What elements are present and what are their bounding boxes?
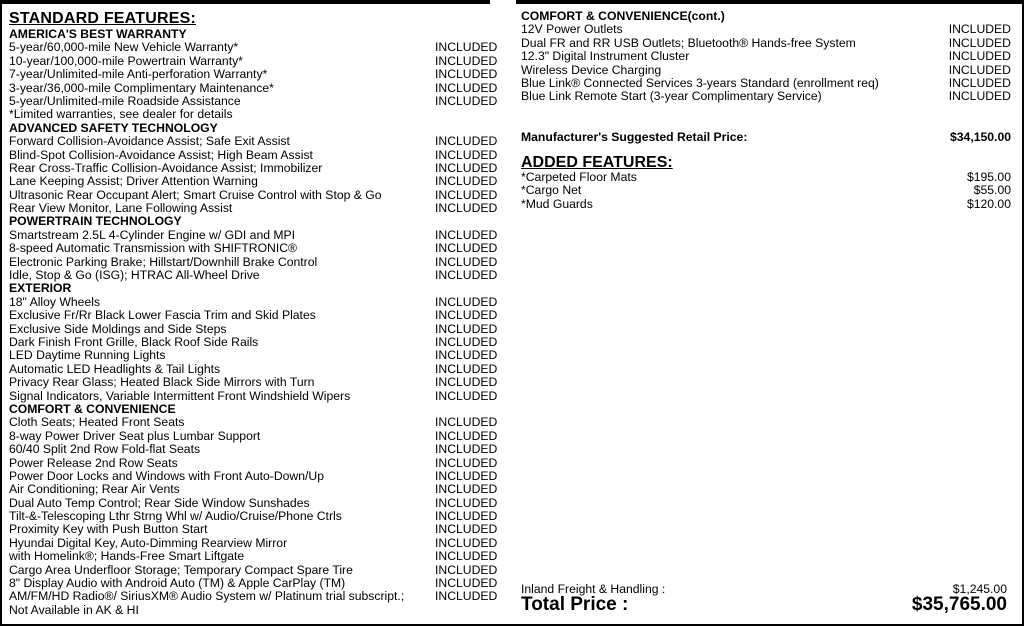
- feature-value: INCLUDED: [948, 22, 1011, 37]
- feature-label: Power Release 2nd Row Seats: [9, 455, 178, 470]
- feature-value: INCLUDED: [435, 562, 498, 577]
- feature-row: [521, 23, 1013, 36]
- feature-value: INCLUDED: [435, 522, 498, 537]
- feature-row: [521, 50, 1013, 63]
- feature-label: Air Conditioning; Rear Air Vents: [9, 482, 180, 497]
- total-price-row: [521, 594, 1007, 616]
- feature-value: INCLUDED: [435, 589, 498, 604]
- feature-value: INCLUDED: [435, 375, 498, 390]
- feature-value: INCLUDED: [435, 428, 498, 443]
- feature-value: INCLUDED: [948, 35, 1011, 50]
- feature-value: INCLUDED: [435, 93, 498, 108]
- feature-value: INCLUDED: [435, 535, 498, 550]
- msrp-label: Manufacturer's Suggested Retail Price:: [521, 130, 748, 144]
- feature-label: *Carpeted Floor Mats: [521, 170, 637, 184]
- feature-row: [9, 175, 501, 188]
- total-price-value: $35,765.00: [911, 594, 1007, 615]
- feature-label: Not Available in AK & HI: [9, 602, 139, 617]
- feature-label: *Cargo Net: [521, 183, 582, 198]
- feature-row: [9, 349, 501, 362]
- feature-row: [9, 483, 501, 496]
- feature-label: 18" Alloy Wheels: [9, 294, 101, 309]
- freight-label: Inland Freight & Handling :: [521, 582, 666, 596]
- feature-row: [9, 242, 501, 255]
- section-heading: AMERICA'S BEST WARRANTY: [9, 27, 187, 41]
- feature-row: [9, 269, 501, 282]
- feature-value: INCLUDED: [435, 147, 498, 162]
- feature-label: 8-speed Automatic Transmission with SHIFTRONIC®: [9, 241, 298, 256]
- feature-row: [9, 590, 501, 603]
- msrp-value: $34,150.00: [950, 130, 1011, 144]
- feature-value: INCLUDED: [948, 62, 1011, 77]
- feature-label: Blue Link Remote Start (3-year Complimentary Service): [521, 89, 822, 104]
- feature-value: INCLUDED: [435, 134, 498, 149]
- feature-label: Privacy Rear Glass; Heated Black Side Mirrors with Turn: [9, 375, 315, 390]
- feature-label: Hyundai Digital Key, Auto-Dimming Rearview Mirror: [9, 535, 288, 550]
- feature-row: [9, 470, 501, 483]
- feature-row: [9, 390, 501, 403]
- feature-row: [9, 229, 501, 242]
- feature-label: Blue Link® Connected Services 3-years Standard (enrollment req): [521, 75, 879, 90]
- feature-value: INCLUDED: [435, 201, 498, 216]
- feature-value: INCLUDED: [435, 227, 498, 242]
- feature-label: Dual Auto Temp Control; Rear Side Window Sunshades: [9, 495, 310, 510]
- feature-row: [9, 363, 501, 376]
- feature-label: *Limited warranties, see dealer for details: [9, 107, 233, 122]
- feature-value: INCLUDED: [435, 348, 498, 363]
- feature-row: [521, 77, 1013, 90]
- feature-label: Forward Collision-Avoidance Assist; Safe Exit Assist: [9, 134, 290, 149]
- feature-label: 12.3" Digital Instrument Cluster: [521, 49, 690, 64]
- top-border-right: [516, 0, 1024, 4]
- feature-value: INCLUDED: [435, 442, 498, 457]
- feature-value: $55.00: [973, 183, 1011, 198]
- feature-label: 10-year/100,000-mile Powertrain Warranty*: [9, 53, 243, 68]
- feature-value: INCLUDED: [435, 388, 498, 403]
- feature-value: INCLUDED: [435, 254, 498, 269]
- feature-label: 5-year/Unlimited-mile Roadside Assistance: [9, 93, 241, 108]
- standard-features-title: STANDARD FEATURES:: [9, 10, 196, 27]
- feature-row: [9, 376, 501, 389]
- feature-label: Rear Cross-Traffic Collision-Avoidance Assist; Immobilizer: [9, 160, 323, 175]
- feature-label: 8" Display Audio with Android Auto (TM) & Apple CarPlay (TM): [9, 576, 346, 591]
- feature-row: [9, 457, 501, 470]
- feature-row: [9, 95, 501, 108]
- feature-label: 7-year/Unlimited-mile Anti-perforation Warranty*: [9, 67, 268, 82]
- added-feature-row: [521, 184, 1011, 197]
- feature-value: INCLUDED: [948, 75, 1011, 90]
- feature-label: Signal Indicators, Variable Intermittent Front Windshield Wipers: [9, 388, 351, 403]
- feature-row: [9, 336, 501, 349]
- feature-value: INCLUDED: [435, 321, 498, 336]
- feature-row: [9, 135, 501, 148]
- section-heading: EXTERIOR: [9, 281, 72, 296]
- added-features-title: ADDED FEATURES:: [521, 154, 673, 171]
- freight-value: $1,245.00: [952, 582, 1007, 596]
- added-features-list: [521, 171, 1011, 211]
- section-heading: COMFORT & CONVENIENCE: [9, 401, 176, 416]
- feature-label: LED Daytime Running Lights: [9, 348, 166, 363]
- feature-row: [9, 202, 501, 215]
- feature-row: [521, 90, 1013, 103]
- total-price-label: Total Price :: [521, 594, 629, 615]
- comfort-convenience-cont-column: [521, 10, 1013, 104]
- feature-value: INCLUDED: [435, 361, 498, 376]
- feature-row: [9, 537, 501, 550]
- feature-row: [9, 416, 501, 429]
- feature-label: Power Door Locks and Windows with Front Auto-Down/Up: [9, 468, 324, 483]
- feature-label: 12V Power Outlets: [521, 22, 623, 37]
- left-border: [0, 0, 2, 626]
- feature-row: [9, 523, 501, 536]
- feature-row: [9, 550, 501, 563]
- feature-row: [9, 162, 501, 175]
- section-heading: POWERTRAIN TECHNOLOGY: [9, 214, 182, 229]
- feature-value: INCLUDED: [435, 509, 498, 524]
- feature-label: Cloth Seats; Heated Front Seats: [9, 415, 185, 430]
- feature-value: INCLUDED: [948, 89, 1011, 104]
- feature-row: [9, 309, 501, 322]
- feature-row: [9, 296, 501, 309]
- feature-value: INCLUDED: [435, 80, 498, 95]
- added-feature-row: [521, 198, 1011, 211]
- feature-row: [521, 64, 1013, 77]
- feature-label: 8-way Power Driver Seat plus Lumbar Support: [9, 428, 261, 443]
- feature-label: Exclusive Side Moldings and Side Steps: [9, 321, 227, 336]
- feature-value: $120.00: [966, 196, 1011, 211]
- feature-label: Automatic LED Headlights & Tail Lights: [9, 361, 221, 376]
- feature-label: 60/40 Split 2nd Row Fold-flat Seats: [9, 442, 201, 457]
- feature-label: Ultrasonic Rear Occupant Alert; Smart Cruise Control with Stop & Go: [9, 187, 382, 202]
- feature-value: INCLUDED: [435, 549, 498, 564]
- feature-row: [9, 41, 501, 54]
- feature-value: INCLUDED: [435, 268, 498, 283]
- feature-label: Cargo Area Underfloor Storage; Temporary Compact Spare Tire: [9, 562, 353, 577]
- feature-value: INCLUDED: [435, 415, 498, 430]
- feature-label: 5-year/60,000-mile New Vehicle Warranty*: [9, 40, 239, 55]
- feature-row: [9, 55, 501, 68]
- feature-label: with Homelink®; Hands-Free Smart Liftgate: [9, 549, 245, 564]
- feature-value: INCLUDED: [435, 294, 498, 309]
- feature-row: [9, 577, 501, 590]
- feature-row: [9, 604, 501, 617]
- feature-label: Electronic Parking Brake; Hillstart/Downhill Brake Control: [9, 254, 318, 269]
- feature-label: *Mud Guards: [521, 196, 593, 211]
- feature-label: 3-year/36,000-mile Complimentary Maintenance*: [9, 80, 274, 95]
- section-heading: COMFORT & CONVENIENCE(cont.): [521, 9, 725, 23]
- feature-value: INCLUDED: [435, 455, 498, 470]
- feature-value: INCLUDED: [435, 160, 498, 175]
- top-border-left: [0, 0, 490, 4]
- feature-value: INCLUDED: [435, 468, 498, 483]
- feature-row: [9, 189, 501, 202]
- feature-label: AM/FM/HD Radio®/ SiriusXM® Audio System w/ Platinum trial subscript.;: [9, 589, 405, 604]
- feature-row: [9, 149, 501, 162]
- feature-value: INCLUDED: [435, 40, 498, 55]
- feature-label: Lane Keeping Assist; Driver Attention Warning: [9, 174, 258, 189]
- feature-row: [9, 256, 501, 269]
- feature-row: [9, 497, 501, 510]
- feature-label: Rear View Monitor, Lane Following Assist: [9, 201, 233, 216]
- feature-value: INCLUDED: [435, 187, 498, 202]
- feature-value: INCLUDED: [435, 495, 498, 510]
- feature-row: [9, 82, 501, 95]
- feature-value: INCLUDED: [435, 67, 498, 82]
- feature-value: INCLUDED: [435, 53, 498, 68]
- feature-value: INCLUDED: [435, 576, 498, 591]
- msrp-row: [521, 130, 1011, 144]
- feature-value: $195.00: [966, 170, 1011, 184]
- feature-row: [9, 68, 501, 81]
- feature-label: Tilt-&-Telescoping Lthr Strng Whl w/ Audio/Cruise/Phone Ctrls: [9, 509, 342, 524]
- feature-value: INCLUDED: [948, 49, 1011, 64]
- standard-features-column: [9, 10, 501, 617]
- feature-value: INCLUDED: [435, 174, 498, 189]
- feature-row: [9, 430, 501, 443]
- feature-label: Blind-Spot Collision-Avoidance Assist; High Beam Assist: [9, 147, 313, 162]
- added-feature-row: [521, 171, 1011, 184]
- feature-value: INCLUDED: [435, 241, 498, 256]
- feature-label: Idle, Stop & Go (ISG); HTRAC All-Wheel Drive: [9, 268, 260, 283]
- feature-label: Exclusive Fr/Rr Black Lower Fascia Trim and Skid Plates: [9, 308, 316, 323]
- feature-row: [9, 510, 501, 523]
- feature-row: [521, 37, 1013, 50]
- feature-label: Dark Finish Front Grille, Black Roof Side Rails: [9, 334, 259, 349]
- feature-label: Dual FR and RR USB Outlets; Bluetooth® Hands-free System: [521, 35, 856, 50]
- feature-label: Smartstream 2.5L 4-Cylinder Engine w/ GDI and MPI: [9, 227, 296, 242]
- feature-value: INCLUDED: [435, 308, 498, 323]
- feature-row: [9, 108, 501, 121]
- feature-label: Proximity Key with Push Button Start: [9, 522, 208, 537]
- feature-value: INCLUDED: [435, 334, 498, 349]
- feature-row: [9, 443, 501, 456]
- section-heading: ADVANCED SAFETY TECHNOLOGY: [9, 120, 218, 135]
- feature-label: Wireless Device Charging: [521, 62, 662, 77]
- feature-row: [9, 323, 501, 336]
- feature-row: [9, 564, 501, 577]
- feature-value: INCLUDED: [435, 482, 498, 497]
